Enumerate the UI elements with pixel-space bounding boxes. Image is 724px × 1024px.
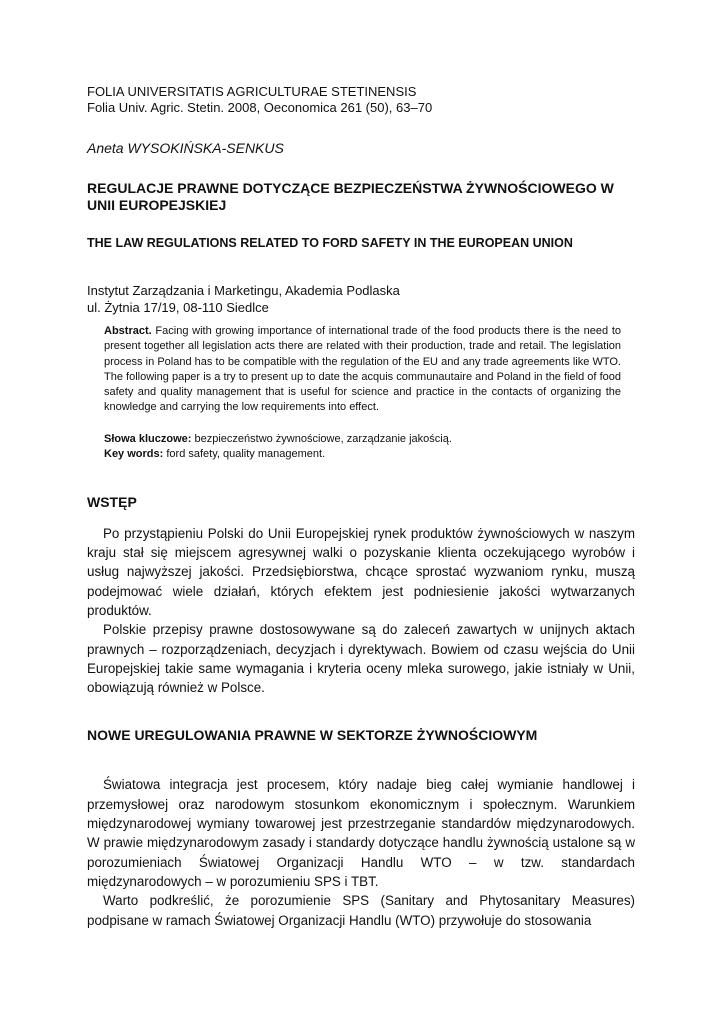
abstract-text: Facing with growing importance of international trade of the food products there is the need to present together all legislation acts there are related with their production, trade and retail. The legislation process in Poland has to be compatible with the regulation of the EU and any trade agreements like WTO. The following paper is a try to present up to date the acquis communautaire and Poland in the field of food safety and quality management that is useful for science and practice in the contacts of organizing the knowledge and carrying the low requirements into effect. xyxy=(104,325,621,414)
paragraph: Światowa integracja jest procesem, który nadaje bieg całej wymianie handlowej i przemysłowej oraz narodowym stosunkom ekonomicznym i społecznym. Warunkiem międzynarodowej wymiany towarowej jest przestrzeganie standardów międzynarodowych. W prawie międzynarodowym zasady i standardy dotyczące handlu żywnością ustalone są w porozumieniach Światowej Organizacji Handlu WTO – w tzw. standardach międzynarodowych – w porozumieniu SPS i TBT. xyxy=(87,777,635,889)
affiliation-institute: Instytut Zarządzania i Marketingu, Akademia Podlaska xyxy=(87,283,400,298)
paragraph: Po przystąpieniu Polski do Unii Europejskiej rynek produktów żywnościowych w naszym kraju stał się miejscem agresywnej walki o pozyskanie klienta oczekującego wyrobów i usług najwyższej jakości. Przedsiębiorstwa, chcące sprostać wyzwaniom rynku, muszą podejmować wiele działań, których efektem jest podniesienie jakości wytwarzanych produktów. xyxy=(87,525,635,618)
keywords-english xyxy=(104,447,635,462)
keywords xyxy=(104,432,635,462)
section-heading-introduction: WSTĘP xyxy=(87,493,137,510)
journal-name: FOLIA UNIVERSITATIS AGRICULTURAE STETINENSIS xyxy=(87,84,417,99)
title-polish: REGULACJE PRAWNE DOTYCZĄCE BEZPIECZEŃSTWA ŻYWNOŚCIOWEGO W UNII EUROPEJSKIEJ xyxy=(87,180,614,213)
title-english: THE LAW REGULATIONS RELATED TO FORD SAFETY IN THE EUROPEAN UNION xyxy=(87,236,573,250)
journal-citation: Folia Univ. Agric. Stetin. 2008, Oeconomica 261 (50), 63–70 xyxy=(87,100,433,115)
affiliation xyxy=(87,282,635,316)
keywords-pl-text: bezpieczeństwo żywnościowe, zarządzanie jakością. xyxy=(194,432,452,445)
section-body-new-regulations xyxy=(87,775,635,929)
document-page xyxy=(87,84,635,930)
journal-header xyxy=(87,84,635,116)
affiliation-address: ul. Żytnia 17/19, 08-110 Siedlce xyxy=(87,300,269,315)
author-name: Aneta WYSOKIŃSKA-SENKUS xyxy=(87,140,284,156)
abstract xyxy=(104,324,621,416)
keywords-en-label: Key words: xyxy=(104,447,164,460)
keywords-pl-label: Słowa kluczowe: xyxy=(104,432,192,445)
keywords-en-text: ford safety, quality management. xyxy=(166,447,326,460)
keywords-polish xyxy=(104,432,635,447)
paragraph: Polskie przepisy prawne dostosowywane są do zaleceń zawartych w unijnych aktach prawnych – rozporządzeniach, decyzjach i dyrektywach. Bowiem od czasu wejścia do Unii Europejskiej takie same wymagania i kryteria oceny mleka surowego, jakie istniały w Unii, obowiązują również w Polsce. xyxy=(87,622,635,696)
section-heading-new-regulations: NOWE UREGULOWANIA PRAWNE W SEKTORZE ŻYWNOŚCIOWYM xyxy=(87,727,538,744)
section-body-introduction xyxy=(87,524,635,698)
abstract-label: Abstract. xyxy=(104,325,152,337)
paragraph: Warto podkreślić, że porozumienie SPS (Sanitary and Phytosanitary Measures) podpisane w ramach Światowej Organizacji Handlu (WTO) przywołuje do stosowania xyxy=(87,893,635,928)
